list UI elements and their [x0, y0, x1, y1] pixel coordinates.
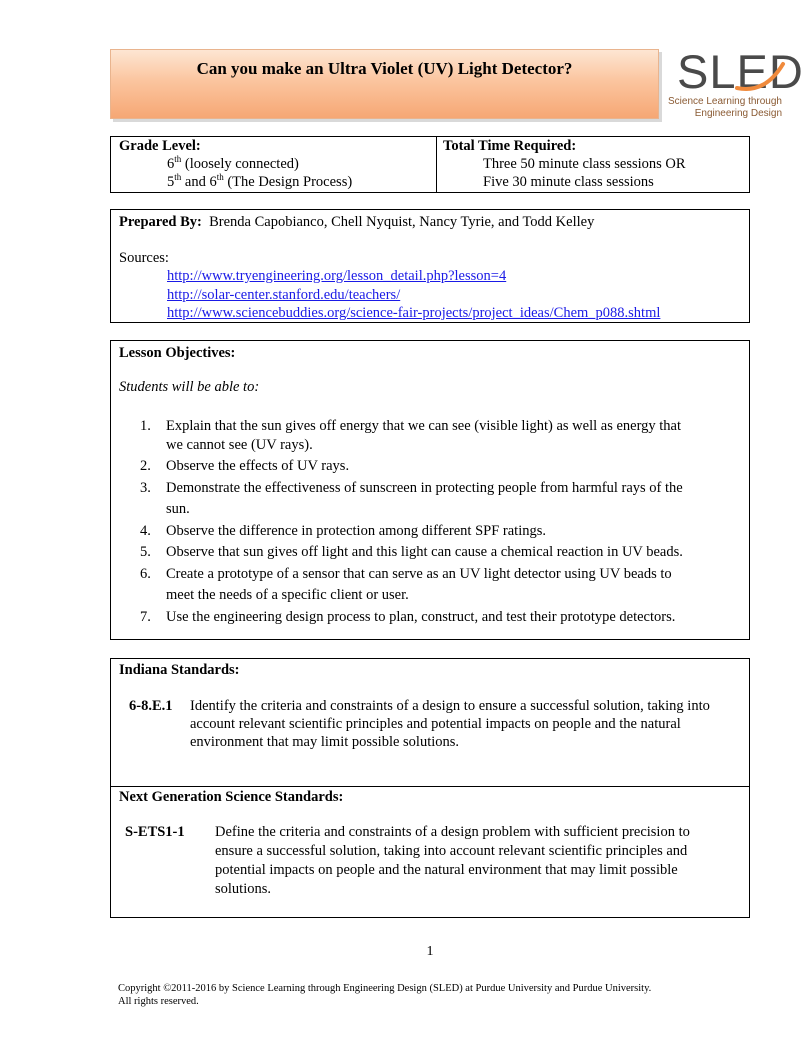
- indiana-standard-code: 6-8.E.1: [129, 698, 173, 714]
- title-banner: [110, 49, 659, 119]
- standards-divider: [111, 786, 749, 787]
- item-number: 1.: [140, 418, 151, 434]
- table-divider: [436, 137, 437, 192]
- lesson-objectives-section: [110, 340, 750, 640]
- ngss-standard-text-3: potential impacts on people and the natural environment that may limit possible: [215, 862, 678, 878]
- total-time-label: Total Time Required:: [443, 138, 577, 154]
- item-number: 6.: [140, 566, 151, 582]
- grade-2-text: (The Design Process): [223, 174, 353, 190]
- indiana-standard-text-3: environment that may limit possible solutions.: [190, 734, 460, 750]
- ngss-label: Next Generation Science Standards:: [119, 789, 344, 805]
- list-item: [140, 478, 741, 520]
- item-text: Create a prototype of a sensor that can serve as an UV light detector using UV beads to: [166, 566, 672, 582]
- item-text: Observe that sun gives off light and this light can cause a chemical reaction in UV beads.: [166, 544, 683, 560]
- list-item: [140, 522, 741, 541]
- prepared-by-label: Prepared By:: [119, 214, 202, 230]
- authors: Brenda Capobianco, Chell Nyquist, Nancy Tyrie, and Todd Kelley: [209, 214, 595, 230]
- ngss-standard-text-2: ensure a successful solution, taking into account relevant scientific principles and: [215, 843, 688, 859]
- logo-swoosh-icon: [735, 58, 787, 94]
- sources-label: Sources:: [119, 250, 169, 266]
- item-text: sun.: [166, 501, 190, 517]
- grade-1-sup: th: [174, 154, 182, 164]
- item-text: Explain that the sun gives off energy that we can see (visible light) as well as energy that: [166, 418, 682, 434]
- list-item: [140, 564, 741, 606]
- indiana-standard-text-2: account relevant scientific principles and potential impacts on people and the natural: [190, 716, 681, 732]
- prepared-by-section: [110, 209, 750, 323]
- item-text: Demonstrate the effectiveness of sunscreen in protecting people from harmful rays of the: [166, 480, 683, 496]
- page-number: 1: [426, 944, 434, 959]
- item-number: 3.: [140, 480, 151, 496]
- grade-2-sup: th: [174, 172, 182, 182]
- grade-line-1: [167, 156, 299, 173]
- page-title: Can you make an Ultra Violet (UV) Light Detector?: [196, 59, 573, 78]
- logo-tagline-1: Science Learning through: [668, 96, 782, 107]
- logo-tagline-2: Engineering Design: [694, 108, 782, 119]
- item-number: 4.: [140, 523, 151, 539]
- objectives-list: [140, 417, 741, 629]
- grade-time-table: [110, 136, 750, 193]
- objectives-intro: Students will be able to:: [119, 379, 260, 395]
- time-line-1: Three 50 minute class sessions OR: [483, 156, 686, 172]
- grade-2-num: 5: [167, 174, 175, 190]
- ngss-standard-text-1: Define the criteria and constraints of a design problem with sufficient precision to: [215, 824, 690, 840]
- item-number: 7.: [140, 609, 151, 625]
- source-link-2[interactable]: http://solar-center.stanford.edu/teachers/: [167, 287, 401, 303]
- item-text: Use the engineering design process to plan, construct, and test their prototype detectors.: [166, 609, 676, 625]
- item-text: meet the needs of a specific client or user.: [166, 587, 409, 603]
- ngss-standard-text-4: solutions.: [215, 881, 271, 897]
- grade-1-text: (loosely connected): [181, 156, 299, 172]
- list-item: [140, 543, 741, 562]
- indiana-standards-label: Indiana Standards:: [119, 662, 240, 678]
- item-text: Observe the difference in protection among different SPF ratings.: [166, 523, 546, 539]
- prepared-by-line: [119, 214, 594, 231]
- standards-section: [110, 658, 750, 918]
- grade-2-mid: and 6: [181, 174, 217, 190]
- item-text: we cannot see (UV rays).: [166, 437, 313, 453]
- grade-2-sup2: th: [216, 172, 224, 182]
- list-item: [140, 417, 741, 455]
- copyright-line-2: All rights reserved.: [118, 996, 199, 1007]
- source-link-3[interactable]: http://www.sciencebuddies.org/science-fair-projects/project_ideas/Chem_p088.shtml: [167, 305, 661, 321]
- grade-level-label: Grade Level:: [119, 138, 201, 154]
- list-item: [140, 457, 741, 476]
- copyright-line-1: Copyright ©2011-2016 by Science Learning through Engineering Design (SLED) at Purdue University and Purdue University.: [118, 983, 652, 994]
- grade-1-num: 6: [167, 156, 175, 172]
- ngss-standard-code: S-ETS1-1: [125, 824, 185, 840]
- item-text: Observe the effects of UV rays.: [166, 458, 350, 474]
- item-number: 2.: [140, 458, 151, 474]
- time-line-2: Five 30 minute class sessions: [483, 174, 654, 190]
- grade-line-2: [167, 174, 352, 191]
- sled-logo: SLED: [677, 45, 804, 98]
- copyright-notice: [118, 982, 758, 1008]
- indiana-standard-text-1: Identify the criteria and constraints of a design to ensure a successful solution, taking into: [190, 698, 710, 714]
- objectives-label: Lesson Objectives:: [119, 345, 236, 361]
- item-number: 5.: [140, 544, 151, 560]
- source-link-1[interactable]: http://www.tryengineering.org/lesson_detail.php?lesson=4: [167, 268, 507, 284]
- list-item: [140, 608, 741, 627]
